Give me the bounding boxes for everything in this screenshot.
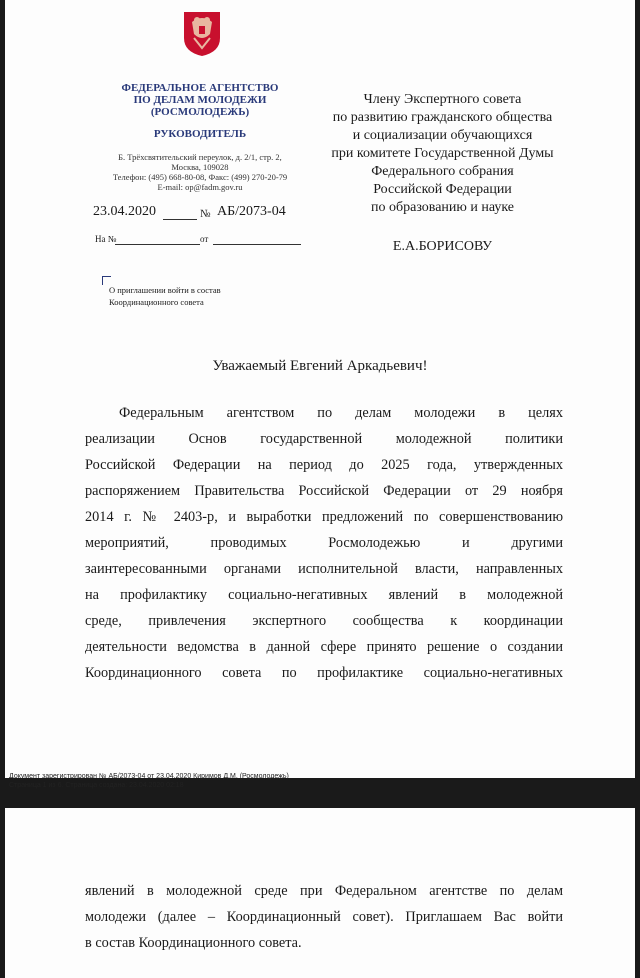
body-line: явлений в молодежной среде при Федеральном агентстве по делам [85,883,563,899]
body-line: Федеральным агентством по делам молодежи в целях [119,405,563,421]
body-paragraph-page1 [85,400,563,686]
addressee-line4: при комитете Государственной Думы [331,146,554,161]
position-title: РУКОВОДИТЕЛЬ [153,128,247,140]
body-line: 2014 г. № 2403-р, и выработки предложений по совершенствованию [85,509,563,525]
subject-line2: Координационного совета [109,297,204,307]
document-page-1 [5,0,635,789]
body-paragraph-page2 [85,878,563,956]
salutation: Уважаемый Евгений Аркадьевич! [212,358,428,374]
address-line4: E-mail: op@fadm.gov.ru [157,182,243,192]
subject-corner-mark [102,276,111,285]
agency-name-line1: ФЕДЕРАЛЬНОЕ АГЕНТСТВО [121,82,279,94]
address-line1: Б. Трёхсвятительский переулок, д. 2/1, стр. 2, [118,152,282,162]
address-line2: Москва, 109028 [171,162,229,172]
doc-number-label: № [200,208,211,220]
footer-line1: Документ зарегистрирован № АБ/2073-04 от 23.04.2020 Киримов Д.М. (Росмолодежь) [9,773,289,780]
agency-name-line3: (РОСМОЛОДЕЖЬ) [150,106,250,118]
body-line: среде, привлечения экспертного сообщества к координации [85,613,563,629]
body-line: Координационного совета по профилактике социально-негативных [85,665,563,681]
addressee-line1: Члену Экспертного совета [363,92,522,107]
agency-name-line2: ПО ДЕЛАМ МОЛОДЕЖИ [133,94,267,106]
registration-footer [9,772,289,790]
reference-from-label: от [200,234,209,244]
body-line: на профилактику социально-негативных явлений в молодежной [85,587,563,603]
address-line3: Телефон: (495) 668-80-08, Факс: (499) 270-20-79 [112,172,288,182]
addressee-line5: Федерального собрания [371,164,514,179]
addressee-line7: по образованию и науке [370,200,514,215]
reference-date-line [213,244,301,245]
body-line: мероприятий, проводимых Росмолодежью и другими [85,535,563,551]
addressee-line3: и социализации обучающихся [352,128,533,143]
body-line: заинтересованными органами исполнительной власти, направленных [85,561,563,577]
coat-of-arms-emblem [180,8,224,58]
body-line: распоряжением Правительства Российской Федерации от 29 ноября [85,483,563,499]
addressee-name: Е.А.БОРИСОВУ [392,239,493,254]
body-line: реализации Основ государственной молодежной политики [85,431,563,447]
document-page-2 [5,808,635,978]
footer-line2: Страница 1 из 6. Страница создана: 23.04.2020 02:18 [9,782,184,789]
addressee-line2: по развитию гражданского общества [332,110,553,125]
date-underline [163,219,197,220]
body-line: в состав Координационного совета. [85,935,302,951]
body-line: деятельности ведомства в данной сфере принято решение о создании [85,639,563,655]
addressee-line6: Российской Федерации [373,182,512,197]
subject-line1: О приглашении войти в состав [109,285,221,295]
reference-label: На № [95,234,117,244]
body-line: молодежи (далее – Координационный совет). Приглашаем Вас войти [85,909,563,925]
body-line: Российской Федерации на период до 2025 года, утвержденных [85,457,563,473]
document-date: 23.04.2020 [93,204,156,219]
reference-number-line [115,244,200,245]
document-number: АБ/2073-04 [217,204,286,219]
